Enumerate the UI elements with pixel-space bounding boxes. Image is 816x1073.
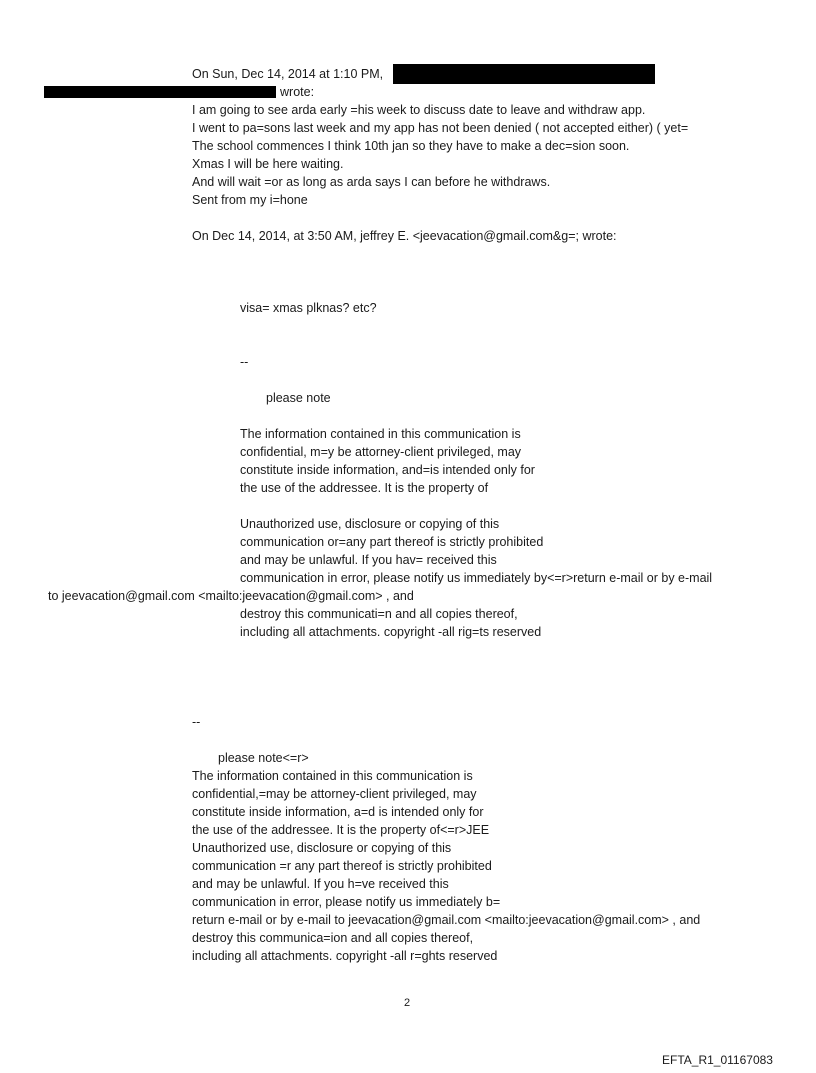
notice-line: destroy this communica=ion and all copies thereof, [192, 931, 474, 945]
notice-line: including all attachments. copyright -all r=ghts reserved [192, 949, 498, 963]
notice-line: destroy this communicati=n and all copies thereof, [240, 607, 518, 621]
notice-line: communication =r any part thereof is strictly prohibited [192, 859, 492, 873]
notice-line: constitute inside information, and=is intended only for [240, 463, 535, 477]
notice-line: communication in error, please notify us immediately b= [192, 895, 501, 909]
notice-line: The information contained in this communication is [192, 769, 473, 783]
notice-line: communication in error, please notify us immediately by<=r>return e-mail or by e-mail [240, 571, 713, 585]
page-number: 2 [404, 997, 411, 1009]
reply-header-line2: wrote: [280, 85, 315, 99]
notice-line: communication or=any part thereof is strictly prohibited [240, 535, 544, 549]
separator: -- [192, 715, 201, 729]
notice-line: to jeevacation@gmail.com <mailto:jeevacation@gmail.com> , and [48, 589, 414, 603]
notice-line: and may be unlawful. If you hav= received this [240, 553, 497, 567]
notice-line: and may be unlawful. If you h=ve received this [192, 877, 449, 891]
reply-header-line1: On Sun, Dec 14, 2014 at 1:10 PM, [192, 67, 384, 81]
separator: -- [240, 355, 249, 369]
redaction-bar-email [44, 86, 276, 98]
quoted-header: On Dec 14, 2014, at 3:50 AM, jeffrey E. <jeevacation@gmail.com&g=; wrote: [192, 229, 617, 243]
reply-body-line: I went to pa=sons last week and my app has not been denied ( not accepted either) ( yet= [192, 121, 689, 135]
quoted-message: visa= xmas plknas? etc? [240, 301, 377, 315]
notice-line: The information contained in this communication is [240, 427, 521, 441]
notice-line: return e-mail or by e-mail to jeevacation@gmail.com <mailto:jeevacation@gmail.com> , and [192, 913, 701, 927]
notice-line: the use of the addressee. It is the property of<=r>JEE [192, 823, 490, 837]
notice-line: confidential, m=y be attorney-client privileged, may [240, 445, 522, 459]
reply-body-line: The school commences I think 10th jan so they have to make a dec=sion soon. [192, 139, 630, 153]
reply-body-line: Sent from my i=hone [192, 193, 308, 207]
notice-line: Unauthorized use, disclosure or copying of this [192, 841, 452, 855]
notice-line: including all attachments. copyright -all rig=ts reserved [240, 625, 542, 639]
reply-body-line: I am going to see arda early =his week to discuss date to leave and withdraw app. [192, 103, 646, 117]
notice-line: Unauthorized use, disclosure or copying of this [240, 517, 500, 531]
notice-line: confidential,=may be attorney-client privileged, may [192, 787, 477, 801]
notice-line: constitute inside information, a=d is intended only for [192, 805, 484, 819]
notice-line: the use of the addressee. It is the property of [240, 481, 489, 495]
reply-body-line: And will wait =or as long as arda says I can before he withdraws. [192, 175, 551, 189]
document-id: EFTA_R1_01167083 [662, 1053, 773, 1067]
reply-body-line: Xmas I will be here waiting. [192, 157, 344, 171]
redaction-bar-sender [393, 64, 655, 84]
notice-title: please note<=r> [218, 751, 309, 765]
notice-title: please note [266, 391, 331, 405]
